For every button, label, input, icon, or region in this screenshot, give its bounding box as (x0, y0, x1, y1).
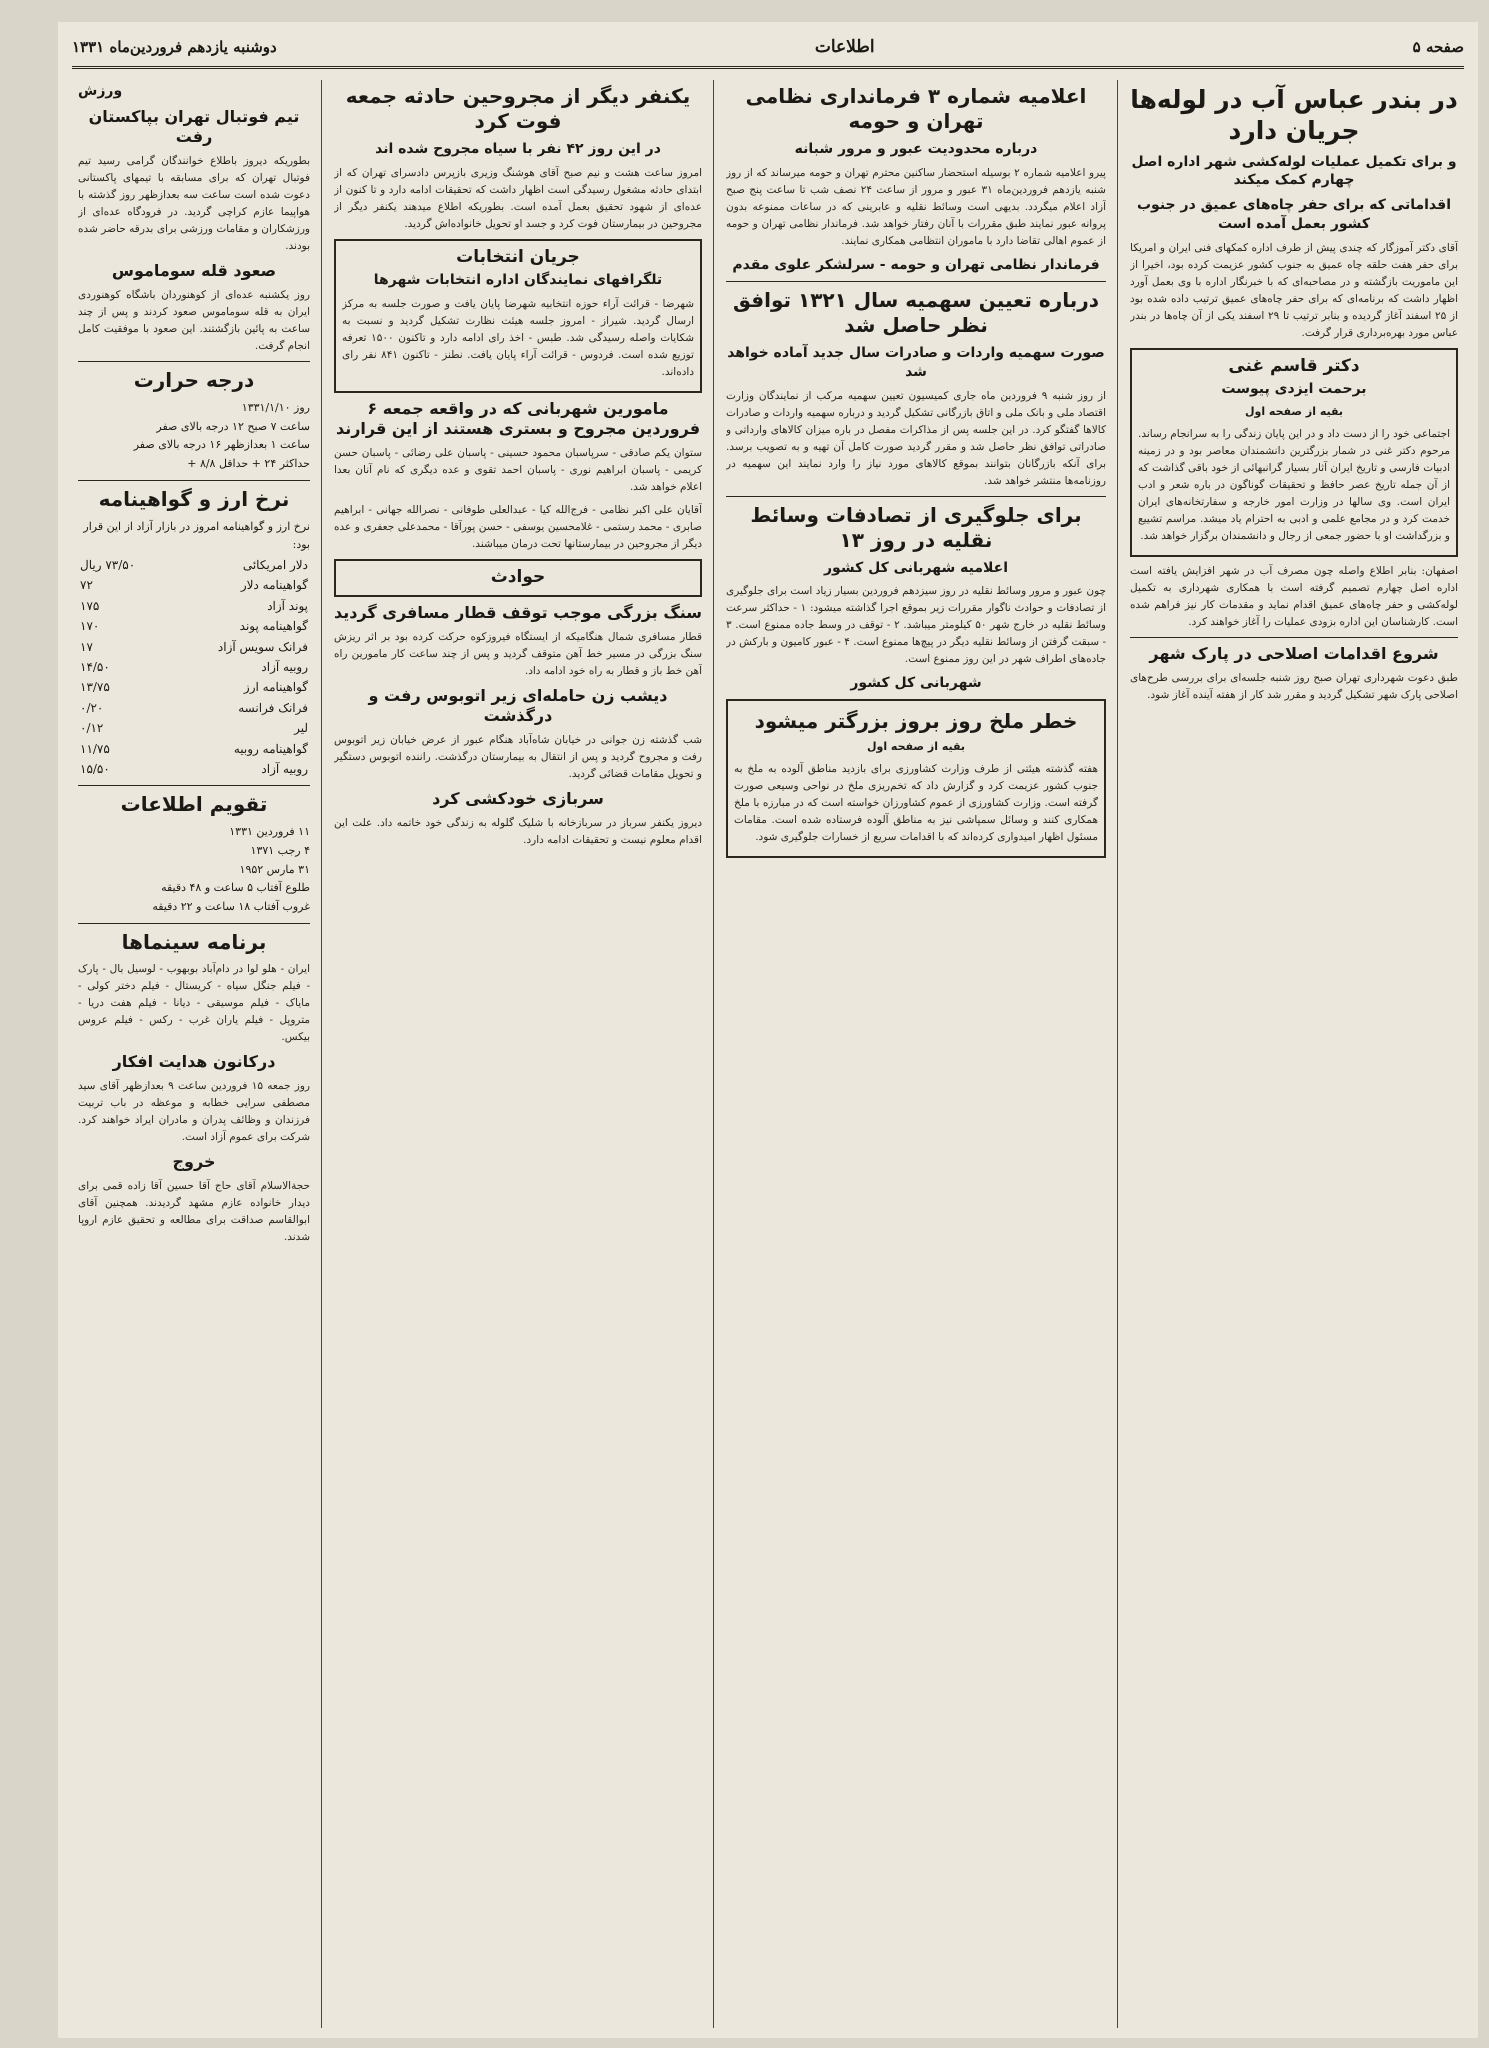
headline-soldier: سربازی خودکشی کرد (432, 788, 604, 808)
article-lecture: روز جمعه ۱۵ فروردین ساعت ۹ بعدازظهر آقای سید مصطفی سرایی خطابه و موعظه در باب تربیت فرزندان و وظائف پدران و مادران ایراد خواهند کرد. شرکت برای عموم آزاد است. (78, 1079, 310, 1143)
article-traffic: چون عبور و مرور وسائط نقلیه در روز سیزدهم فروردین بسیار زیاد است برای جلوگیری از تصادفات و حوادث ناگوار مقررات زیر بموقع اجرا گذاشته میشود: ۱ - حداکثر سرعت وسائط نقلیه در خارج شهر ۵۰ کیلومتر میباشد. ۲ - توقف در وسط جاده ممنوع است. ۳ - سبقت گرفتن از وسائط نقلیه دیگر در پیچ‌ها ممنوع است. ۴ - عبور کامیون و بارکش در جاده‌های اطراف شهر در این روز ممنوع است. (726, 585, 1106, 666)
article-water: آقای دکتر آموزگار که چندی پیش از طرف اداره کمکهای فنی ایران و امریکا برای حفر هفت حلقه چاه عمیق به جنوب کشور عزیمت کرده بود، اخیرا از این ماموریت بازگشته و در مصاحبه‌ای که با خبرنگار اداره با وی بعمل آورد اظهار داشت که برنامه‌ای که برای حفر چاه‌های عمیق ترتیب داده شده بود از ۲۵ اسفند آغاز گردیده و بنابر ترتیب تا ۲۹ اسفند یکی از آن چاه‌ها در بندر عباس مورد بهره‌برداری قرار گرفت. (1130, 242, 1458, 340)
subhead-curfew: درباره محدودیت عبور و مرور شبانه (794, 141, 1038, 157)
column-rule (321, 80, 322, 2028)
article-train: قطار مسافری شمال هنگامیکه از ایستگاه فیروزکوه حرکت کرده بود بر اثر ریزش سنگ بزرگی در مسیر خط آهن متوقف گردید و پس از چند ساعت کار مامورین راه آهن خط باز و قطار به راه خود ادامه داد. (334, 630, 702, 677)
headline-martial-law: اعلامیه شماره ۳ فرمانداری نظامی تهران و حومه (745, 84, 1087, 133)
rate-row: گواهینامه دلار ۷۲ (80, 578, 308, 593)
subhead-elections: تلگرافهای نمایندگان اداره انتخابات شهرها (373, 271, 663, 288)
rate-row: گواهینامه روبیه ۱۱/۷۵ (80, 741, 308, 756)
calendar-line: ۱۱ فروردین ۱۳۳۱ (229, 825, 310, 839)
divider (726, 281, 1106, 282)
obituary-title: دکتر قاسم غنی (1228, 356, 1360, 377)
rate-row: روبیه آزاد ۱۵/۵۰ (80, 761, 308, 776)
column-rule (1117, 80, 1118, 2028)
signature-police: شهربانی کل کشور (850, 675, 982, 692)
subhead-wells: اقداماتی که برای حفر چاه‌های عمیق در جنوب کشور بعمل آمده است (1136, 197, 1451, 233)
article-bus: شب گذشته زن جوانی در خیابان شاه‌آباد هنگام عبور از عرض خیابان زیر اتوبوس رفت و مجروح گردید و پس از انتقال به بیمارستان درگذشت. راننده اتوبوس دستگیر و تحویل مقامات قضائی گردید. (334, 733, 702, 780)
column-1 (1124, 80, 1464, 2028)
subhead-water: و برای تکمیل عملیات لوله‌کشی شهر اداره اصل چهارم کمک میکند (1131, 153, 1457, 189)
cinema-listings: ایران - هلو لوا در دام‌آباد بوبهوب - لوسیل بال - پارک - فیلم جنگل سیاه - کریستال - فیلم دختر کولی - مایاک - فیلم موسیقی - دیانا - فیلم هفت دریا - متروپل - فیلم یاران غرب - رکس - فیلم عروس بیکس. (78, 962, 310, 1043)
headline-water: در بندر عباس آب در لوله‌ها جریان دارد (1130, 85, 1458, 146)
article-isfahan: اصفهان: بنابر اطلاع واصله چون مصرف آب در شهر افزایش یافته است اداره اصل چهارم تصمیم گرفته است با همکاری شهرداری به تکمیل لوله‌کشی و حفر چاه‌های عمیق اقدام نماید و مقدمات کار نیز فراهم شده است. کارشناسان این اداره بزودی عملیات را آغاز خواهند کرد. (1130, 564, 1458, 628)
temperature-block (78, 399, 310, 474)
columns (72, 80, 1464, 2028)
headline-lecture: درکانون هدایت افکار (112, 1051, 276, 1071)
rate-row: گواهینامه پوند ۱۷۰ (80, 619, 308, 634)
headline-bus: دیشب زن حامله‌ای زیر اتوبوس رفت و درگذشت (368, 685, 668, 725)
calendar-block (78, 823, 310, 916)
headline-cinemas: برنامه سینماها (121, 929, 267, 954)
article-soldier: دیروز یکنفر سرباز در سربازخانه با شلیک گلوله به زندگی خود خاتمه داد. علت این اقدام معلوم نیست و تحقیقات ادامه دارد. (334, 816, 702, 846)
subhead-quota: صورت سهمیه واردات و صادرات سال جدید آماده خواهد شد (727, 344, 1105, 380)
rate-row: لیر ۰/۱۲ (80, 721, 308, 736)
article-casualty: امروز ساعت هشت و نیم صبح آقای هوشنگ وزیری بازپرس دادسرای تهران که از ابتدای حادثه مشغول رسیدگی است اظهار داشت که تحقیقات ادامه دارد و تا کنون از عده‌ای از شهود تحقیق بعمل آمده است. بطوریکه اطلاع میدهند یکنفر دیگر از مجروحین در بیمارستان فوت کرد و جسد او تحویل خانواده‌اش گردید. (334, 166, 702, 230)
rate-row: پوند آزاد ۱۷۵ (80, 598, 308, 613)
elections-box (334, 239, 702, 393)
headline-injured: مامورین شهربانی که در واقعه جمعه ۶ فروردین مجروح و بستری هستند از این قرارند (335, 398, 701, 438)
article-injured: ستوان یکم صادقی - سرپاسبان محمود حسینی - پاسبان علی رضائی - پاسبان حسن کریمی - پاسبان ابراهیم نوری - پاسبان احمد تقوی و عده دیگری که نام آنان بعدا اعلام خواهد شد. (334, 446, 702, 493)
article-climb: روز یکشنبه عده‌ای از کوهنوردان باشگاه کوهنوردی ایران به قله سوماموس صعود کردند و پس از چند ساعت به پائین بازگشتند. این صعود با موفقیت کامل انجام گرفت. (78, 288, 310, 352)
rate-row: گواهینامه ارز ۱۳/۷۵ (80, 680, 308, 695)
headline-elections: جریان انتخابات (456, 246, 580, 267)
calendar-line: طلوع آفتاب ۵ ساعت و ۴۸ دقیقه (161, 881, 310, 895)
rate-row: فرانک سویس آزاد ۱۷ (80, 639, 308, 654)
calendar-line: ۴ رجب ۱۳۷۱ (250, 844, 310, 857)
rates-intro: نرخ ارز و گواهینامه امروز در بازار آزاد از این قرار بود: (83, 519, 310, 552)
headline-climb: صعود قله سوماموس (111, 260, 277, 280)
article-quota: از روز شنبه ۹ فروردین ماه جاری کمیسیون تعیین سهمیه مرکب از نمایندگان وزارت اقتصاد ملی و بانک ملی و اتاق بازرگانی تشکیل گردید و درباره سهمیه واردات و صادرات کالاها گفتگو کرد. در این جلسه پس از مذاکرات مفصل در باره میزان کالاهای وارداتی و صادراتی توافق نظر حاصل شد و مقرر گردید صورت کامل آن تهیه و به تصویب برسد. برای آنکه بازرگانان بتوانند بموقع کالاهای مورد نیاز را وارد نمایند این سهمیه در روزنامه‌ها منتشر خواهد شد. (726, 389, 1106, 487)
obituary-box (1130, 348, 1458, 557)
divider (726, 496, 1106, 497)
article-football: بطوریکه دیروز باطلاع خوانندگان گرامی رسید تیم فوتبال تهران که برای مسابقه با تیمهای پاکستانی دعوت شده است ساعت سه بعدازظهر روز گذشته با هواپیما عازم کراچی گردید. در فرودگاه عده‌ای از ورزشکاران و مقامات ورزشی برای بدرقه حاضر شده بودند. (78, 154, 310, 252)
newspaper-page (58, 22, 1478, 2038)
issue-date: دوشنبه یازدهم فروردین‌ماه ۱۳۳۱ (72, 38, 277, 56)
headline-rates: نرخ ارز و گواهینامه (98, 486, 290, 511)
page-number: صفحه ۵ (1412, 38, 1464, 56)
divider (78, 361, 310, 362)
temperature-line: ساعت ۱ بعدازظهر ۱۶ درجه بالای صفر (133, 438, 310, 452)
article-locust: هفته گذشته هیئتی از طرف وزارت کشاورزی برای بازدید مناطق آلوده به ملخ به جنوب کشور عزیمت کرد و گزارش داد که تخم‌ریزی ملخ در نواحی وسیعی صورت گرفته است. وزارت کشاورزی از عموم کشاورزان خواسته است که در مبارزه با ملخ همکاری کنند و وسائل سمپاشی نیز به مناطق آلوده فرستاده شده است. مقامات مسئول اظهار امیدواری کرده‌اند که با اقدامات سریع از خسارات جلوگیری شود. (734, 763, 1098, 844)
continuation-note: بقیه از صفحه اول (866, 740, 966, 754)
obituary-text: اجتماعی خود را از دست داد و در این پایان زندگی را به سرانجام رساند. مرحوم دکتر غنی در شمار بزرگترین دانشمندان معاصر بود و در زمینه ادبیات فارسی و تاریخ ایران آثار بسیار گرانبهائی از خود باقی گذاشت که از آن جمله تاریخ عصر حافظ و تحقیقات گوناگون در باره شعر و ادب ایران است. وی سالها در وزارت امور خارجه و سفارتخانه‌های ایران خدمت کرد و در مجامع علمی و ادبی به احترام یاد میشد. مراسم تشییع و بزرگداشت او با حضور جمعی از رجال و دانشمندان برگزار خواهد شد. (1138, 427, 1450, 542)
incidents-title: حوادث (490, 566, 546, 587)
temperature-line: روز ۱۳۳۱/۱/۱۰ (241, 400, 310, 414)
column-2 (720, 80, 1112, 2028)
subhead-casualty: در این روز ۴۲ نفر با سیاه مجروح شده اند (375, 141, 661, 157)
headline-traffic: برای جلوگیری از تصادفات وسائط نقلیه در روز ۱۳ (750, 502, 1082, 552)
headline-casualty: یکنفر دیگر از مجروحین حادثه جمعه فوت کرد (345, 84, 691, 133)
article-injured-list: آقایان علی اکبر نظامی - فرج‌الله کیا - عبدالعلی طوفانی - نصرالله جهانی - ابراهیم صابری - محمد رستمی - غلامحسین یوسفی - حسن پورآقا - محمدعلی جعفری و عده دیگر از مجروحین در بیمارستانها تحت درمان میباشند. (334, 503, 702, 550)
rate-row: روبیه آزاد ۱۴/۵۰ (80, 659, 308, 674)
incidents-box (334, 559, 702, 597)
calendar-line: ۳۱ مارس ۱۹۵۲ (239, 862, 310, 876)
masthead (72, 28, 1464, 69)
column-4 (72, 80, 316, 2028)
calendar-line: غروب آفتاب ۱۸ ساعت و ۲۲ دقیقه (152, 900, 310, 914)
locust-box (726, 699, 1106, 858)
divider (78, 785, 310, 786)
signature-governor: فرماندار نظامی تهران و حومه - سرلشکر علوی مقدم (732, 256, 1100, 273)
headline-train: سنگ بزرگی موجب توقف قطار مسافری گردید (334, 602, 702, 622)
headline-locust: خطر ملخ روز بروز بزرگتر میشود (754, 709, 1078, 734)
continuation-note: بقیه از صفحه اول (1244, 404, 1344, 418)
subhead-police: اعلامیه شهربانی کل کشور (823, 559, 1008, 576)
article-park: طبق دعوت شهرداری تهران صبح روز شنبه جلسه‌ای برای بررسی طرح‌های اصلاحی پارک شهر تشکیل گردید و مقرر شد کار از هفته آینده آغاز شود. (1130, 671, 1458, 701)
column-rule (713, 80, 714, 2028)
temperature-line: ساعت ۷ صبح ۱۲ درجه بالای صفر (156, 419, 310, 433)
headline-park: شروع اقدامات اصلاحی در پارک شهر (1149, 643, 1439, 663)
headline-temperature: درجه حرارت (133, 367, 255, 392)
rate-row: دلار امریکائی ۷۳/۵۰ ریال (80, 558, 308, 573)
column-3 (328, 80, 708, 2028)
obituary-subtitle: برحمت ایزدی پیوست (1221, 381, 1367, 398)
article-departure: حجة‌الاسلام آقای حاج آقا حسین آقا زاده قمی برای دیدار خانواده عازم مشهد گردیدند. همچنین آقای ابوالقاسم صداقت برای مطالعه و تحقیق عازم اروپا شدند. (78, 1179, 310, 1243)
divider (1130, 637, 1458, 638)
rate-row: فرانک فرانسه ۰/۲۰ (80, 700, 308, 715)
rates-table (78, 555, 310, 779)
section-sports: ورزش (78, 83, 123, 99)
headline-calendar: تقویم اطلاعات (120, 792, 268, 817)
headline-quota: درباره تعیین سهمیه سال ۱۳۲۱ توافق نظر حاصل شد (732, 287, 1100, 337)
divider (78, 480, 310, 481)
article-elections: شهرضا - قرائت آراء حوزه انتخابیه شهرضا پایان یافت و صورت جلسه به مرکز ارسال گردید. شیراز - امروز جلسه هیئت نظارت تشکیل گردید و نسبت به شکایات واصله رسیدگی شد. طبس - اخذ رای ادامه دارد و تاکنون ۱۵۰۰ تعرفه توزیع شده است. فردوس - قرائت آراء پایان یافت. نطنز - تاکنون ۸۴۱ نفر رای داده‌اند. (342, 297, 694, 378)
newspaper-title: اطلاعات (814, 37, 875, 57)
temperature-line: حداکثر ۲۴ + حداقل ۸/۸ + (187, 456, 310, 470)
headline-football: تیم فوتبال تهران بپاکستان رفت (88, 106, 300, 146)
headline-departure: خروج (172, 1151, 216, 1171)
article-curfew: پیرو اعلامیه شماره ۲ بوسیله استحضار ساکنین محترم تهران و حومه میرساند که از روز شنبه یازدهم فروردین‌ماه ۳۱ عبور و مرور از ساعت ۲۴ نصف شب تا ساعت پنج صبح آزاد اعلام میگردد. بدیهی است وسائط نقلیه و عابرینی که در ساعات ممنوعه بدون پروانه عبور نمایند طبق مقررات با آنان رفتار خواهد شد. فرماندار نظامی تهران و حومه از عموم اهالی تقاضا دارد با ماموران انتظامی همکاری نمایند. (726, 166, 1106, 247)
divider (78, 923, 310, 924)
